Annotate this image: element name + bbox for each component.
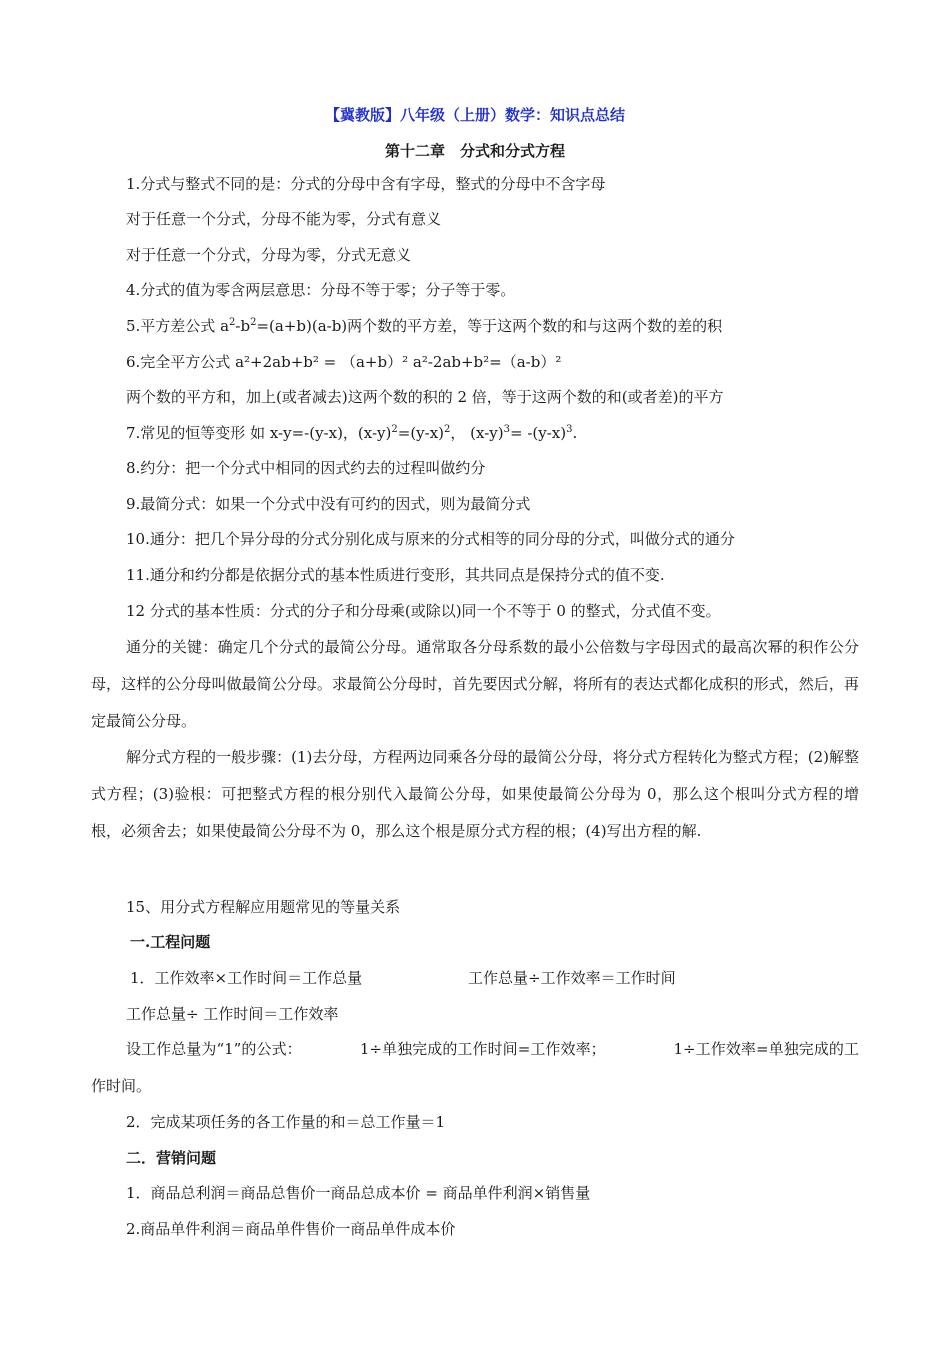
- paragraph-tongfen: 通分的关键：确定几个分式的最简公分母。通常取各分母系数的最小公倍数与字母因式的最高次幂的积作公分母，这样的公分母叫做最简公分母。求最简公分母时，首先要因式分解，将所有的表达式都化成积的形式，然后，再定最简公分母。: [91, 638, 859, 730]
- point-5-pre: 5.平方差公式 a: [126, 317, 230, 335]
- heading-yingxiao: 二．营销问题: [126, 1149, 217, 1167]
- point-6-explanation: 两个数的平方和，加上(或者减去)这两个数的积的 2 倍，等于这两个数的和(或者差)的平方: [126, 388, 724, 406]
- point-4: 4.分式的值为零含两层意思：分母不等于零；分子等于零。: [126, 281, 516, 299]
- yingxiao-item-2: 2.商品单件利润＝商品单件售价一商品单件成本价: [126, 1220, 456, 1238]
- point-7-b: ， (x-y): [450, 424, 504, 442]
- paragraph-jiefangcheng: 解分式方程的一般步骤：(1)去分母，方程两边同乘各分母的最简公分母，将分式方程转化为整式方程；(2)解整式方程；(3)验根：可把整式方程的根分别代入最简公分母，如果使最简公分母为 0，那么这个根叫分式方程的增根，必须舍去；如果使最简公分母不为 0，那么这个根是原分式方程的根；(4)写出方程的解.: [91, 748, 859, 840]
- gongcheng-item-2: 2．完成某项任务的各工作量的和＝总工作量＝1: [126, 1113, 446, 1131]
- superscript: 2: [391, 424, 398, 435]
- section-15: 15、用分式方程解应用题常见的等量关系: [126, 898, 401, 916]
- yingxiao-item-1: 1．商品总利润＝商品总售价一商品总成本价 = 商品单件利润×销售量: [126, 1184, 591, 1202]
- point-7-pre: 7.常见的恒等变形 如 x-y=-(y-x)，(x-y): [126, 424, 392, 442]
- superscript: 3: [566, 424, 573, 435]
- superscript: 2: [229, 317, 236, 328]
- point-7: [126, 421, 577, 445]
- gongcheng-item-1a: 1．工作效率×工作时间＝工作总量: [130, 969, 363, 987]
- point-6: 6.完全平方公式 a²+2ab+b² = （a+b）² a²-2ab+b²=（a-b）²: [126, 353, 562, 371]
- point-1: 1.分式与整式不同的是：分式的分母中含有字母，整式的分母中不含字母: [126, 175, 606, 193]
- chapter-heading: 第十二章 分式和分式方程: [384, 142, 565, 160]
- superscript: 3: [503, 424, 510, 435]
- superscript: 2: [444, 424, 451, 435]
- point-5-mid: -b: [235, 317, 251, 335]
- gongcheng-item-1c: 工作总量÷ 工作时间＝工作效率: [126, 1005, 339, 1023]
- doc-title: 【冀教版】八年级（上册）数学：知识点总结: [324, 106, 625, 124]
- point-7-end: .: [572, 424, 578, 442]
- point-5-post: =(a+b)(a-b)两个数的平方差，等于这两个数的和与这两个数的差的积: [256, 317, 723, 335]
- gongcheng-item-1b: 工作总量÷工作效率＝工作时间: [468, 969, 676, 987]
- point-12: 12 分式的基本性质：分式的分子和分母乘(或除以)同一个不等于 0 的整式，分式值不变。: [126, 602, 721, 620]
- point-11: 11.通分和约分都是依据分式的基本性质进行变形，其共同点是保持分式的值不变.: [126, 566, 665, 584]
- point-3: 对于任意一个分式，分母为零，分式无意义: [126, 246, 412, 264]
- point-9: 9.最简分式：如果一个分式中没有可约的因式，则为最简分式: [126, 495, 531, 513]
- superscript: 2: [250, 317, 257, 328]
- point-7-c: = -(y-x): [510, 424, 567, 442]
- point-5: [126, 314, 722, 338]
- point-7-a: =(y-x): [397, 424, 445, 442]
- point-8: 8.约分：把一个分式中相同的因式约去的过程叫做约分: [126, 459, 486, 477]
- point-2: 对于任意一个分式，分母不能为零，分式有意义: [126, 210, 442, 228]
- gongcheng-formula: 设工作总量为“1”的公式： 1÷单独完成的工作时间=工作效率； 1÷工作效率=单独完成的工作时间。: [91, 1040, 859, 1095]
- point-10: 10.通分：把几个异分母的分式分别化成与原来的分式相等的同分母的分式，叫做分式的通分: [126, 530, 735, 548]
- heading-gongcheng: 一.工程问题: [130, 933, 211, 951]
